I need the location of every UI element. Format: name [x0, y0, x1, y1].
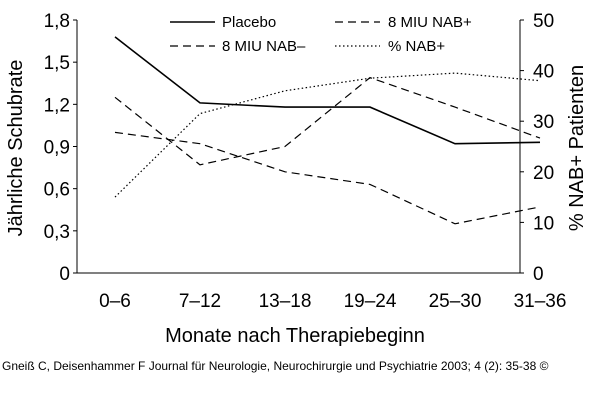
x-tick-label: 7–12 [178, 291, 222, 312]
series-line-2 [115, 78, 540, 165]
x-axis-ticks [99, 291, 566, 312]
axes [77, 20, 520, 273]
legend-label-1: 8 MIU NAB– [222, 38, 306, 55]
left-tick-label: 0 [59, 264, 70, 285]
right-tick-label: 10 [533, 213, 555, 235]
right-y-axis-title: % NAB+ Patienten [566, 64, 588, 232]
right-tick-label: 50 [533, 11, 555, 32]
right-tick-label: 0 [533, 264, 544, 285]
x-tick-label: 31–36 [513, 291, 567, 312]
series-line-0 [115, 37, 540, 144]
source-caption: Gneiß C, Deisenhammer F Journal für Neurologie, Neurochirurgie und Psychiatrie 2003; 4 (2): 35-38 © [2, 359, 549, 373]
left-tick-label: 1,2 [43, 95, 70, 117]
series-line-1 [115, 132, 540, 223]
x-tick-label: 0–6 [99, 291, 131, 312]
left-tick-label: 1,8 [43, 11, 70, 32]
legend-label-0: Placebo [222, 14, 277, 31]
left-tick-label: 0,6 [43, 179, 70, 201]
x-tick-label: 25–30 [428, 291, 482, 312]
series-line-3 [115, 73, 540, 197]
right-tick-label: 30 [533, 112, 555, 134]
legend-label-2: 8 MIU NAB+ [388, 14, 472, 31]
left-y-axis-title: Jährliche Schubrate [5, 59, 27, 237]
left-tick-label: 0,9 [43, 137, 70, 159]
x-axis-title: Monate nach Therapiebeginn [165, 325, 425, 347]
left-tick-label: 1,5 [43, 53, 70, 75]
right-tick-label: 40 [533, 61, 555, 83]
right-tick-label: 20 [533, 162, 555, 184]
series-lines [115, 37, 540, 224]
legend [170, 14, 472, 55]
x-tick-label: 13–18 [258, 291, 312, 312]
x-tick-label: 19–24 [343, 291, 397, 312]
right-axis-ticks [520, 11, 554, 285]
legend-label-3: % NAB+ [388, 38, 446, 55]
left-axis-ticks [44, 11, 77, 285]
left-tick-label: 0,3 [43, 221, 70, 243]
